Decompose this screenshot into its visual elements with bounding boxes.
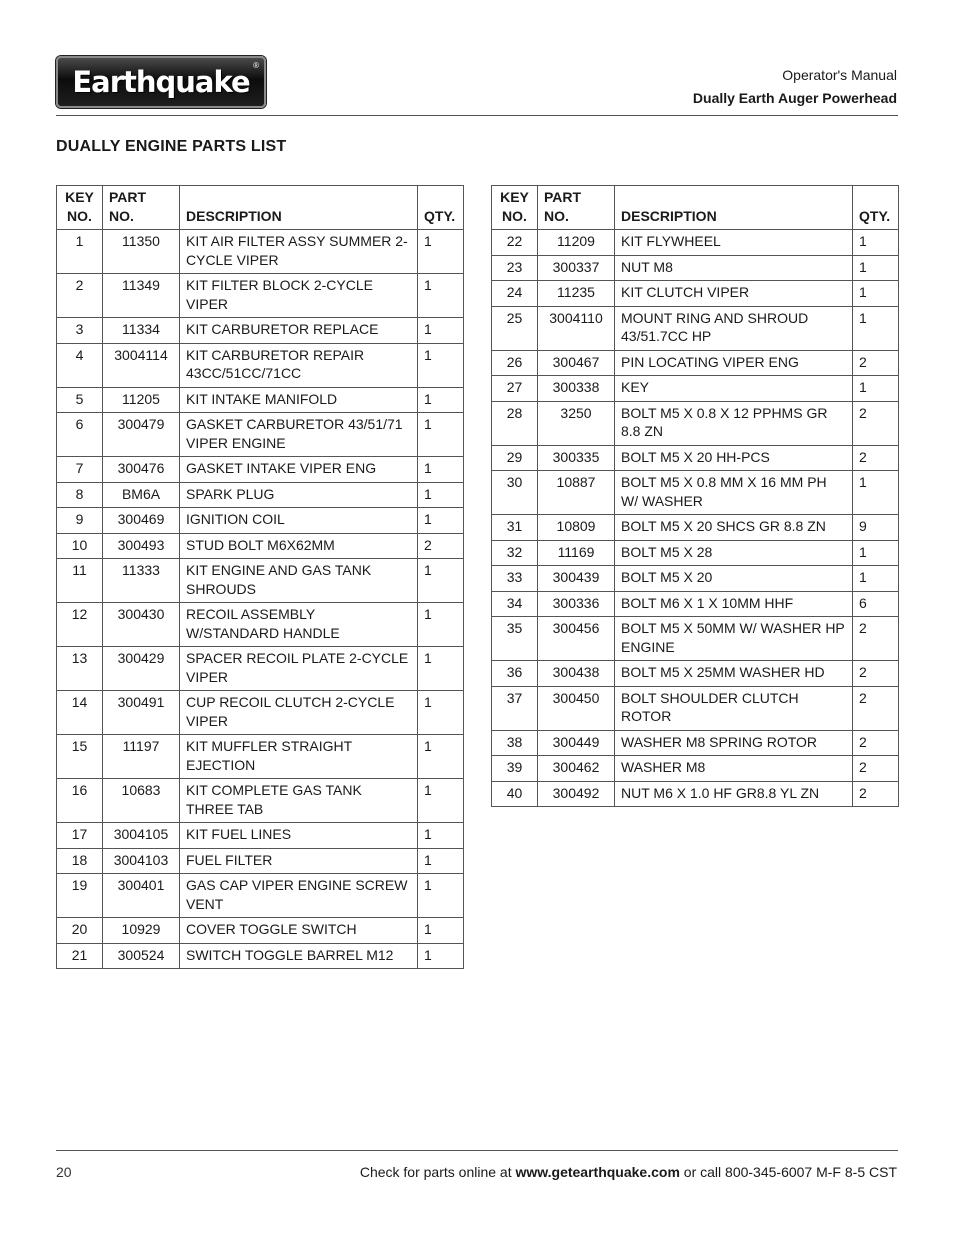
part-no-cell: 11169 xyxy=(538,540,615,566)
description-cell: GASKET INTAKE VIPER ENG xyxy=(180,457,418,483)
registered-mark: ® xyxy=(253,61,259,70)
table-row xyxy=(492,591,899,617)
key-no-cell: 25 xyxy=(492,306,538,350)
key-no-cell: 12 xyxy=(57,603,103,647)
part-no-cell: 300338 xyxy=(538,376,615,402)
qty-cell: 1 xyxy=(418,691,464,735)
part-no-cell: 3004110 xyxy=(538,306,615,350)
qty-cell: 1 xyxy=(853,281,899,307)
part-no-cell: 300335 xyxy=(538,445,615,471)
key-no-cell: 15 xyxy=(57,735,103,779)
part-no-cell: 300492 xyxy=(538,781,615,807)
table-row xyxy=(57,508,464,534)
description-cell: STUD BOLT M6X62MM xyxy=(180,533,418,559)
table-row xyxy=(57,848,464,874)
table-row xyxy=(492,617,899,661)
part-no-cell: 300476 xyxy=(103,457,180,483)
part-no-cell: 300479 xyxy=(103,413,180,457)
description-cell: BOLT M5 X 0.8 MM X 16 MM PH W/ WASHER xyxy=(615,471,853,515)
qty-cell: 1 xyxy=(418,343,464,387)
key-no-cell: 37 xyxy=(492,686,538,730)
part-no-cell: 11333 xyxy=(103,559,180,603)
table-row xyxy=(57,413,464,457)
description-cell: BOLT M6 X 1 X 10MM HHF xyxy=(615,591,853,617)
part-no-cell: 300493 xyxy=(103,533,180,559)
description-cell: MOUNT RING AND SHROUD 43/51.7CC HP xyxy=(615,306,853,350)
key-no-cell: 1 xyxy=(57,230,103,274)
part-no-cell: 3004105 xyxy=(103,823,180,849)
part-no-cell: 300449 xyxy=(538,730,615,756)
description-cell: BOLT M5 X 28 xyxy=(615,540,853,566)
description-cell: WASHER M8 SPRING ROTOR xyxy=(615,730,853,756)
footer-contact xyxy=(360,1164,897,1180)
footer-text-after: or call 800-345-6007 M-F 8-5 CST xyxy=(679,1164,897,1180)
qty-cell: 2 xyxy=(853,661,899,687)
document-header xyxy=(693,64,897,110)
table-row xyxy=(57,779,464,823)
key-no-cell: 26 xyxy=(492,350,538,376)
description-cell: GAS CAP VIPER ENGINE SCREW VENT xyxy=(180,874,418,918)
part-no-cell: 300524 xyxy=(103,943,180,969)
qty-cell: 6 xyxy=(853,591,899,617)
qty-cell: 2 xyxy=(853,350,899,376)
description-cell: SWITCH TOGGLE BARREL M12 xyxy=(180,943,418,969)
table-row xyxy=(57,823,464,849)
qty-cell: 1 xyxy=(418,918,464,944)
description-cell: KIT COMPLETE GAS TANK THREE TAB xyxy=(180,779,418,823)
description-cell: BOLT M5 X 25MM WASHER HD xyxy=(615,661,853,687)
table-row xyxy=(57,318,464,344)
product-title: Dually Earth Auger Powerhead xyxy=(692,90,897,106)
footer-text-before: Check for parts online at xyxy=(359,1164,516,1180)
qty-cell: 1 xyxy=(853,471,899,515)
description-cell: WASHER M8 xyxy=(615,756,853,782)
footer-divider xyxy=(56,1150,898,1151)
key-no-cell: 29 xyxy=(492,445,538,471)
part-no-cell: 10809 xyxy=(538,515,615,541)
qty-cell: 1 xyxy=(418,848,464,874)
key-no-cell: 17 xyxy=(57,823,103,849)
table-row xyxy=(57,735,464,779)
table-row xyxy=(492,350,899,376)
qty-cell: 1 xyxy=(418,874,464,918)
qty-cell: 1 xyxy=(853,230,899,256)
qty-cell: 2 xyxy=(853,445,899,471)
header-description: DESCRIPTION xyxy=(180,186,418,230)
table-row xyxy=(492,756,899,782)
qty-cell: 1 xyxy=(418,318,464,344)
description-cell: RECOIL ASSEMBLY W/STANDARD HANDLE xyxy=(180,603,418,647)
key-no-cell: 16 xyxy=(57,779,103,823)
qty-cell: 1 xyxy=(418,413,464,457)
table-row xyxy=(57,457,464,483)
part-no-cell: 3250 xyxy=(538,401,615,445)
table-row xyxy=(57,343,464,387)
description-cell: SPARK PLUG xyxy=(180,482,418,508)
description-cell: GASKET CARBURETOR 43/51/71 VIPER ENGINE xyxy=(180,413,418,457)
description-cell: CUP RECOIL CLUTCH 2-CYCLE VIPER xyxy=(180,691,418,735)
table-row xyxy=(492,730,899,756)
table-row xyxy=(57,691,464,735)
parts-table-left xyxy=(56,185,464,969)
qty-cell: 1 xyxy=(853,566,899,592)
description-cell: BOLT M5 X 20 xyxy=(615,566,853,592)
key-no-cell: 19 xyxy=(57,874,103,918)
logo-wordmark: Earthquake xyxy=(72,65,250,99)
qty-cell: 1 xyxy=(853,376,899,402)
qty-cell: 2 xyxy=(853,401,899,445)
header-part-no: PART NO. xyxy=(538,186,615,230)
description-cell: KIT CLUTCH VIPER xyxy=(615,281,853,307)
part-no-cell: 11350 xyxy=(103,230,180,274)
part-no-cell: 300430 xyxy=(103,603,180,647)
key-no-cell: 23 xyxy=(492,255,538,281)
description-cell: IGNITION COIL xyxy=(180,508,418,534)
part-no-cell: 300336 xyxy=(538,591,615,617)
qty-cell: 1 xyxy=(418,603,464,647)
part-no-cell: 300462 xyxy=(538,756,615,782)
description-cell: BOLT M5 X 20 HH-PCS xyxy=(615,445,853,471)
qty-cell: 1 xyxy=(418,274,464,318)
qty-cell: 2 xyxy=(853,617,899,661)
header-divider xyxy=(56,115,898,116)
part-no-cell: 11197 xyxy=(103,735,180,779)
qty-cell: 1 xyxy=(418,559,464,603)
qty-cell: 1 xyxy=(853,540,899,566)
footer-website-link[interactable]: www.getearthquake.com xyxy=(515,1164,680,1180)
key-no-cell: 24 xyxy=(492,281,538,307)
key-no-cell: 7 xyxy=(57,457,103,483)
part-no-cell: 11349 xyxy=(103,274,180,318)
key-no-cell: 14 xyxy=(57,691,103,735)
table-row xyxy=(57,647,464,691)
header-key-no: KEY NO. xyxy=(57,186,103,230)
part-no-cell: 300429 xyxy=(103,647,180,691)
key-no-cell: 33 xyxy=(492,566,538,592)
header-qty: QTY. xyxy=(418,186,464,230)
table-row xyxy=(492,230,899,256)
part-no-cell: 300439 xyxy=(538,566,615,592)
description-cell: COVER TOGGLE SWITCH xyxy=(180,918,418,944)
description-cell: KIT AIR FILTER ASSY SUMMER 2-CYCLE VIPER xyxy=(180,230,418,274)
qty-cell: 1 xyxy=(853,255,899,281)
qty-cell: 2 xyxy=(853,781,899,807)
description-cell: NUT M6 X 1.0 HF GR8.8 YL ZN xyxy=(615,781,853,807)
table-row xyxy=(492,281,899,307)
table-row xyxy=(492,540,899,566)
qty-cell: 1 xyxy=(418,823,464,849)
part-no-cell: 10929 xyxy=(103,918,180,944)
header-part-no: PART NO. xyxy=(103,186,180,230)
table-header-row xyxy=(57,186,464,230)
key-no-cell: 22 xyxy=(492,230,538,256)
key-no-cell: 6 xyxy=(57,413,103,457)
part-no-cell: 300450 xyxy=(538,686,615,730)
qty-cell: 1 xyxy=(418,735,464,779)
part-no-cell: 11334 xyxy=(103,318,180,344)
qty-cell: 1 xyxy=(418,779,464,823)
key-no-cell: 18 xyxy=(57,848,103,874)
key-no-cell: 38 xyxy=(492,730,538,756)
page-number: 20 xyxy=(56,1164,72,1180)
description-cell: KIT MUFFLER STRAIGHT EJECTION xyxy=(180,735,418,779)
key-no-cell: 5 xyxy=(57,387,103,413)
description-cell: KIT CARBURETOR REPAIR 43CC/51CC/71CC xyxy=(180,343,418,387)
table-row xyxy=(492,566,899,592)
description-cell: BOLT M5 X 20 SHCS GR 8.8 ZN xyxy=(615,515,853,541)
table-row xyxy=(57,387,464,413)
key-no-cell: 21 xyxy=(57,943,103,969)
key-no-cell: 31 xyxy=(492,515,538,541)
key-no-cell: 10 xyxy=(57,533,103,559)
key-no-cell: 32 xyxy=(492,540,538,566)
table-row xyxy=(57,482,464,508)
key-no-cell: 35 xyxy=(492,617,538,661)
description-cell: KIT CARBURETOR REPLACE xyxy=(180,318,418,344)
qty-cell: 1 xyxy=(853,306,899,350)
description-cell: KIT FLYWHEEL xyxy=(615,230,853,256)
qty-cell: 1 xyxy=(418,230,464,274)
key-no-cell: 28 xyxy=(492,401,538,445)
earthquake-logo xyxy=(56,56,266,108)
table-row xyxy=(492,255,899,281)
key-no-cell: 13 xyxy=(57,647,103,691)
table-row xyxy=(492,401,899,445)
section-title: DUALLY ENGINE PARTS LIST xyxy=(56,138,287,155)
key-no-cell: 3 xyxy=(57,318,103,344)
key-no-cell: 30 xyxy=(492,471,538,515)
qty-cell: 1 xyxy=(418,647,464,691)
description-cell: FUEL FILTER xyxy=(180,848,418,874)
qty-cell: 1 xyxy=(418,943,464,969)
description-cell: KEY xyxy=(615,376,853,402)
key-no-cell: 20 xyxy=(57,918,103,944)
table-row xyxy=(57,274,464,318)
part-no-cell: 11205 xyxy=(103,387,180,413)
table-row xyxy=(492,445,899,471)
table-header-row xyxy=(492,186,899,230)
description-cell: BOLT M5 X 50MM W/ WASHER HP ENGINE xyxy=(615,617,853,661)
table-row xyxy=(57,230,464,274)
key-no-cell: 39 xyxy=(492,756,538,782)
table-row xyxy=(492,515,899,541)
qty-cell: 1 xyxy=(418,457,464,483)
header-description: DESCRIPTION xyxy=(615,186,853,230)
qty-cell: 1 xyxy=(418,508,464,534)
table-row xyxy=(57,603,464,647)
table-row xyxy=(492,661,899,687)
qty-cell: 2 xyxy=(853,686,899,730)
part-no-cell: 300469 xyxy=(103,508,180,534)
description-cell: KIT INTAKE MANIFOLD xyxy=(180,387,418,413)
part-no-cell: BM6A xyxy=(103,482,180,508)
table-row xyxy=(492,781,899,807)
header-qty: QTY. xyxy=(853,186,899,230)
table-row xyxy=(492,686,899,730)
part-no-cell: 10683 xyxy=(103,779,180,823)
part-no-cell: 300467 xyxy=(538,350,615,376)
description-cell: PIN LOCATING VIPER ENG xyxy=(615,350,853,376)
qty-cell: 1 xyxy=(418,387,464,413)
part-no-cell: 10887 xyxy=(538,471,615,515)
part-no-cell: 300491 xyxy=(103,691,180,735)
table-row xyxy=(57,533,464,559)
qty-cell: 2 xyxy=(853,756,899,782)
part-no-cell: 3004103 xyxy=(103,848,180,874)
part-no-cell: 11209 xyxy=(538,230,615,256)
description-cell: NUT M8 xyxy=(615,255,853,281)
qty-cell: 9 xyxy=(853,515,899,541)
description-cell: KIT FILTER BLOCK 2-CYCLE VIPER xyxy=(180,274,418,318)
key-no-cell: 36 xyxy=(492,661,538,687)
description-cell: BOLT M5 X 0.8 X 12 PPHMS GR 8.8 ZN xyxy=(615,401,853,445)
header-key-no: KEY NO. xyxy=(492,186,538,230)
key-no-cell: 8 xyxy=(57,482,103,508)
table-row xyxy=(57,918,464,944)
part-no-cell: 300438 xyxy=(538,661,615,687)
description-cell: SPACER RECOIL PLATE 2-CYCLE VIPER xyxy=(180,647,418,691)
table-row xyxy=(492,306,899,350)
part-no-cell: 3004114 xyxy=(103,343,180,387)
manual-title: Operator's Manual xyxy=(782,67,897,83)
part-no-cell: 300456 xyxy=(538,617,615,661)
qty-cell: 1 xyxy=(418,482,464,508)
key-no-cell: 9 xyxy=(57,508,103,534)
part-no-cell: 300337 xyxy=(538,255,615,281)
table-row xyxy=(492,471,899,515)
table-row xyxy=(57,559,464,603)
qty-cell: 2 xyxy=(418,533,464,559)
key-no-cell: 40 xyxy=(492,781,538,807)
table-row xyxy=(492,376,899,402)
part-no-cell: 300401 xyxy=(103,874,180,918)
description-cell: KIT FUEL LINES xyxy=(180,823,418,849)
description-cell: KIT ENGINE AND GAS TANK SHROUDS xyxy=(180,559,418,603)
key-no-cell: 27 xyxy=(492,376,538,402)
key-no-cell: 11 xyxy=(57,559,103,603)
parts-table-right xyxy=(491,185,899,807)
part-no-cell: 11235 xyxy=(538,281,615,307)
qty-cell: 2 xyxy=(853,730,899,756)
table-row xyxy=(57,943,464,969)
key-no-cell: 4 xyxy=(57,343,103,387)
description-cell: BOLT SHOULDER CLUTCH ROTOR xyxy=(615,686,853,730)
key-no-cell: 34 xyxy=(492,591,538,617)
key-no-cell: 2 xyxy=(57,274,103,318)
table-row xyxy=(57,874,464,918)
